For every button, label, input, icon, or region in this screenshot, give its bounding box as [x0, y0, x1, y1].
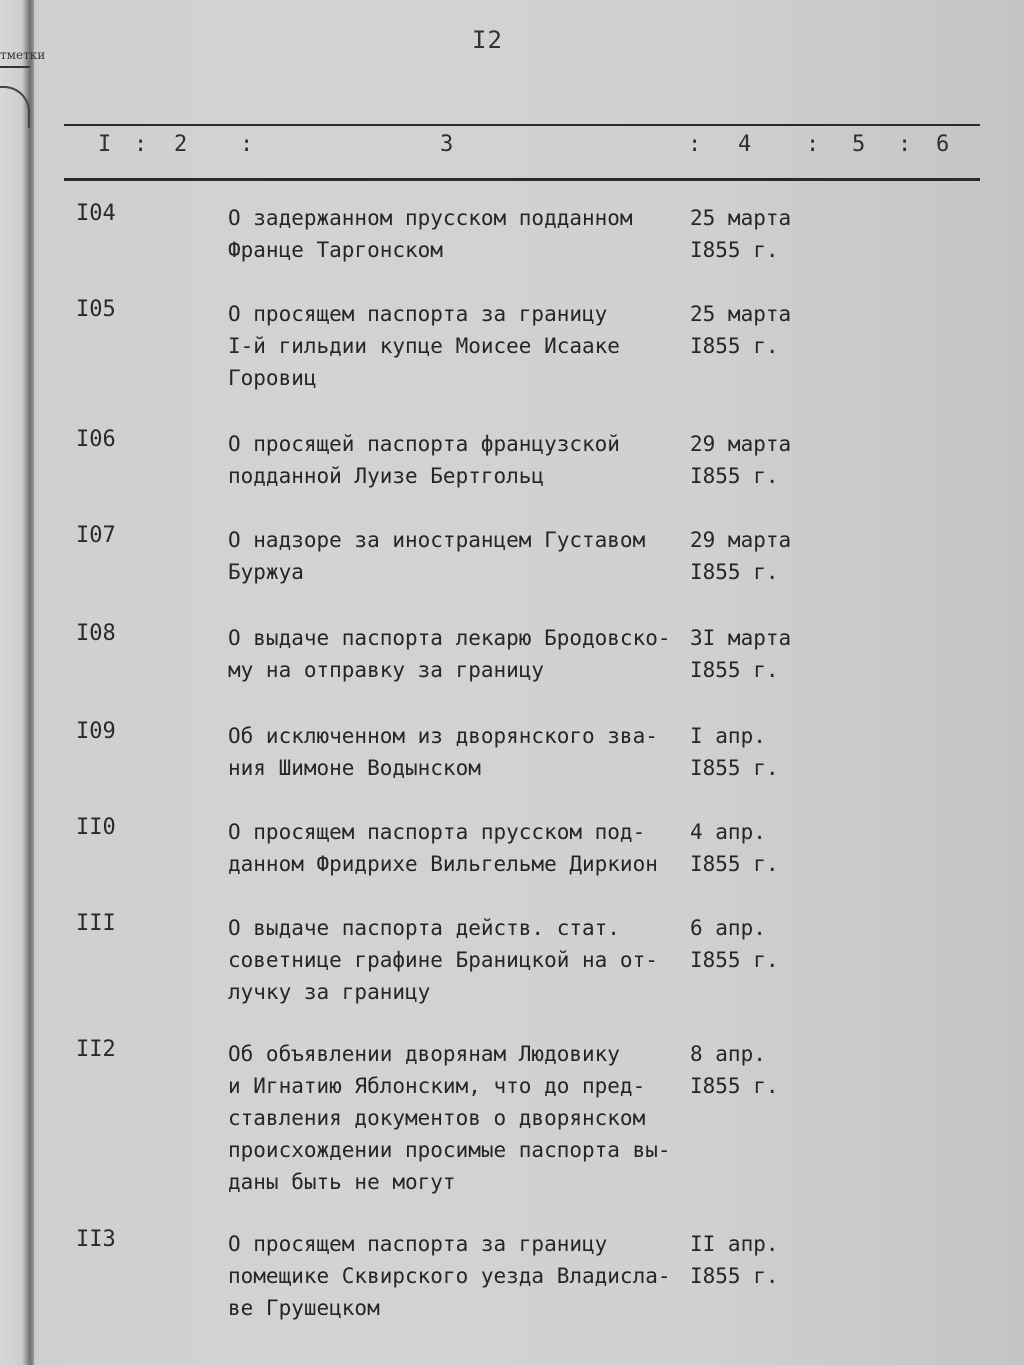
description-line: О выдаче паспорта лекарю Бродовско- — [228, 626, 671, 650]
description-line: I-й гильдии купце Моисее Исааке — [228, 334, 620, 358]
column-separator: : — [240, 132, 254, 157]
column-separator: : — [688, 132, 702, 157]
entry-date — [690, 1038, 830, 1102]
date-line: 6 апр. — [690, 916, 766, 940]
entry-number: III — [76, 911, 116, 936]
date-line: 4 апр. — [690, 820, 766, 844]
entry-number: II0 — [76, 815, 116, 840]
entry-description — [228, 428, 698, 492]
date-line: I855 г. — [690, 464, 779, 488]
column-number-5: 5 — [852, 132, 866, 157]
entry-date — [690, 622, 830, 686]
date-line: I855 г. — [690, 560, 779, 584]
description-line: помещике Сквирского уезда Владисла- — [228, 1264, 671, 1288]
date-line: I855 г. — [690, 334, 779, 358]
description-line: Горовиц — [228, 366, 317, 390]
date-line: I855 г. — [690, 948, 779, 972]
description-line: подданной Луизе Бертгольц — [228, 464, 545, 488]
entry-description — [228, 720, 698, 784]
date-line: 3I марта — [690, 626, 792, 650]
description-line: му на отправку за границу — [228, 658, 545, 682]
entry-description — [228, 298, 698, 394]
description-line: и Игнатию Яблонским, что до пред- — [228, 1074, 646, 1098]
entry-date — [690, 720, 830, 784]
description-line: ставления документов о дворянском — [228, 1106, 646, 1130]
column-number-6: 6 — [936, 132, 950, 157]
entry-number: I05 — [76, 297, 116, 322]
description-line: Буржуа — [228, 560, 304, 584]
description-line: О просящем паспорта за границу — [228, 302, 608, 326]
column-number-4: 4 — [738, 132, 752, 157]
entry-description — [228, 912, 698, 1008]
column-number-2: 2 — [174, 132, 188, 157]
entry-description — [228, 524, 698, 588]
column-separator: : — [898, 132, 912, 157]
description-line: Об объявлении дворянам Людовику — [228, 1042, 620, 1066]
column-separator: : — [806, 132, 820, 157]
description-line: Франце Таргонском — [228, 238, 443, 262]
entry-date — [690, 1228, 830, 1292]
description-line: О задержанном прусском подданном — [228, 206, 633, 230]
description-line: О просящем паспорта прусском под- — [228, 820, 646, 844]
entry-date — [690, 816, 830, 880]
entry-number: I08 — [76, 621, 116, 646]
date-line: I855 г. — [690, 238, 779, 262]
column-number-1: I — [98, 132, 112, 157]
entry-date — [690, 428, 830, 492]
description-line: лучку за границу — [228, 980, 431, 1004]
date-line: 25 марта — [690, 206, 792, 230]
date-line: 25 марта — [690, 302, 792, 326]
entry-number: I04 — [76, 201, 116, 226]
entry-description — [228, 816, 698, 880]
date-line: 29 марта — [690, 432, 792, 456]
entry-description — [228, 622, 698, 686]
description-line: О выдаче паспорта действ. стат. — [228, 916, 620, 940]
date-line: I855 г. — [690, 658, 779, 682]
entry-description — [228, 202, 698, 266]
date-line: II апр. — [690, 1232, 779, 1256]
date-line: 8 апр. — [690, 1042, 766, 1066]
date-line: 29 марта — [690, 528, 792, 552]
entry-date — [690, 524, 830, 588]
description-line: данном Фридрихе Вильгельме Диркион — [228, 852, 658, 876]
description-line: О просящей паспорта французской — [228, 432, 620, 456]
date-line: I855 г. — [690, 1264, 779, 1288]
column-separator: : — [134, 132, 148, 157]
column-number-3: 3 — [440, 132, 454, 157]
entry-date — [690, 912, 830, 976]
page-number: I2 — [472, 26, 503, 54]
entry-number: II2 — [76, 1037, 116, 1062]
description-line: О просящем паспорта за границу — [228, 1232, 608, 1256]
description-line: О надзоре за иностранцем Густавом — [228, 528, 646, 552]
description-line: происхождении просимые паспорта вы- — [228, 1138, 671, 1162]
description-line: советнице графине Браницкой на от- — [228, 948, 658, 972]
date-line: I апр. — [690, 724, 766, 748]
date-line: I855 г. — [690, 1074, 779, 1098]
entry-date — [690, 202, 830, 266]
entry-description — [228, 1038, 698, 1198]
margin-label: тметки — [0, 48, 46, 62]
description-line: даны быть не могут — [228, 1170, 456, 1194]
entry-number: I09 — [76, 719, 116, 744]
entry-description — [228, 1228, 698, 1324]
entry-number: II3 — [76, 1227, 116, 1252]
date-line: I855 г. — [690, 756, 779, 780]
description-line: Об исключенном из дворянского зва- — [228, 724, 658, 748]
entry-date — [690, 298, 830, 362]
description-line: ния Шимоне Водынском — [228, 756, 481, 780]
entry-number: I07 — [76, 523, 116, 548]
description-line: ве Грушецком — [228, 1296, 380, 1320]
entry-number: I06 — [76, 427, 116, 452]
date-line: I855 г. — [690, 852, 779, 876]
